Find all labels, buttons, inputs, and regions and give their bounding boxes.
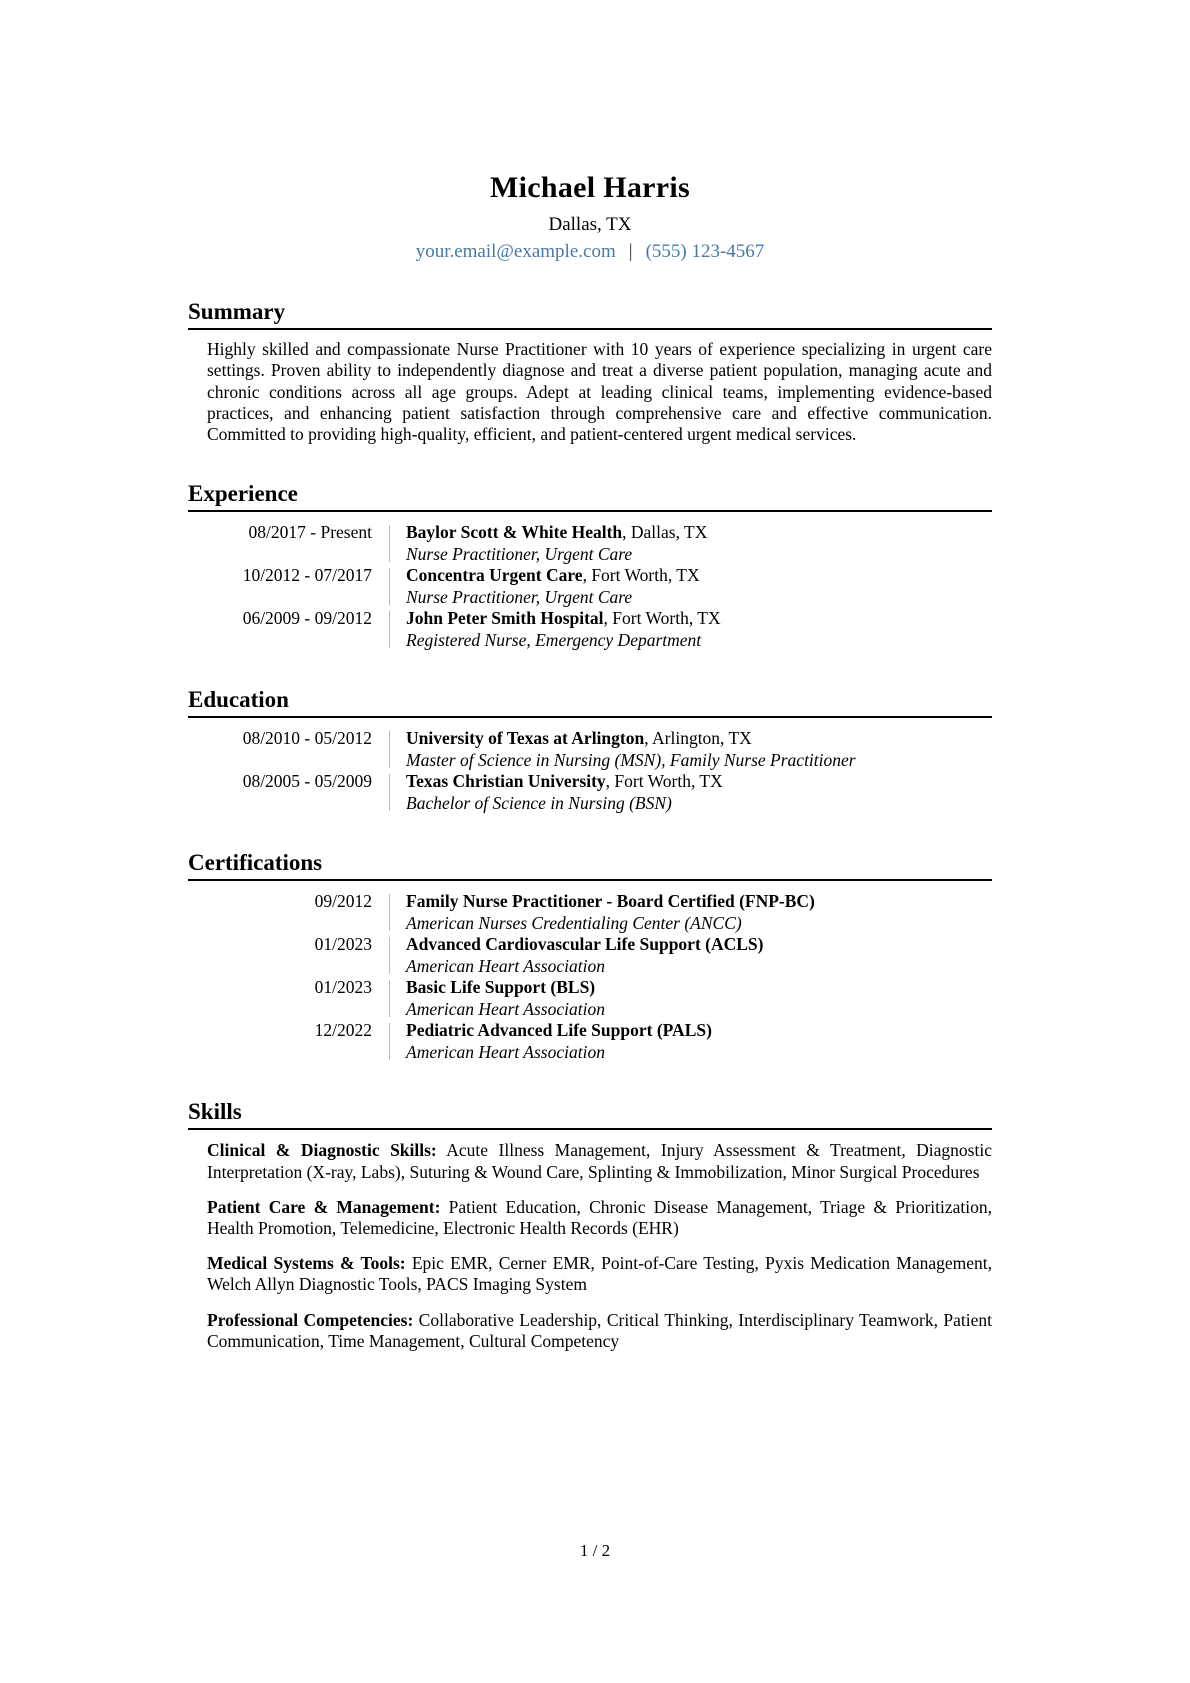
entry-dates: 10/2012 - 07/2017 [242, 565, 372, 586]
entry-divider [389, 731, 390, 768]
skill-category [188, 1197, 992, 1239]
entry-divider [389, 525, 390, 562]
entry-role: Nurse Practitioner, Urgent Care [406, 543, 633, 564]
entry-degree: Master of Science in Nursing (MSN), Family Nurse Practitioner [406, 749, 856, 770]
skill-category [188, 1253, 992, 1295]
candidate-name: Michael Harris [490, 171, 690, 204]
entry-location: , Dallas, TX [622, 522, 708, 543]
certification-name: Basic Life Support (BLS) [406, 977, 596, 998]
contact-separator: | [628, 241, 633, 263]
certification-name: Pediatric Advanced Life Support (PALS) [406, 1020, 712, 1041]
contact-line [188, 242, 992, 263]
education-title: Education [188, 687, 992, 718]
entry-headline [406, 977, 992, 999]
entry-dates: 09/2012 [314, 891, 372, 912]
skills-list [188, 1140, 992, 1352]
entry-location: , Fort Worth, TX [605, 771, 723, 792]
skill-category-text: Epic EMR, Cerner EMR, Point-of-Care Testing, Pyxis Medication Management, Welch Allyn Diagnostic Tools, PACS Imaging System [207, 1253, 992, 1295]
entry-divider [389, 1023, 390, 1060]
education-entry [188, 771, 992, 814]
entry-headline [406, 1020, 992, 1042]
certification-issuer: American Nurses Credentialing Center (ANCC) [406, 912, 742, 933]
entry-location: , Fort Worth, TX [603, 608, 721, 629]
entry-detail [406, 891, 992, 934]
entry-institution: Texas Christian University [406, 771, 606, 792]
entry-organization: John Peter Smith Hospital [406, 608, 604, 629]
entry-organization: Baylor Scott & White Health [406, 522, 623, 543]
entry-headline [406, 728, 992, 750]
certification-issuer: American Heart Association [406, 955, 605, 976]
entry-dates: 08/2017 - Present [248, 522, 372, 543]
entry-divider [389, 611, 390, 648]
entry-degree: Bachelor of Science in Nursing (BSN) [406, 792, 672, 813]
summary-title: Summary [188, 299, 992, 330]
email-link[interactable]: your.email@example.com [415, 241, 616, 263]
section-summary [188, 299, 992, 445]
certification-issuer: American Heart Association [406, 998, 605, 1019]
summary-text: Highly skilled and compassionate Nurse Practitioner with 10 years of experience specializing in urgent care settings. Proven ability to independently diagnose and treat a diverse patient population, managing acute and chronic conditions across all age groups. Adept at leading clinical teams, implementing evidence-based practices, and enhancing patient satisfaction through comprehensive care and effective communication. Committed to providing high-quality, efficient, and patient-centered urgent medical services. [207, 339, 992, 445]
entry-dates: 01/2023 [314, 977, 372, 998]
experience-entries [188, 522, 992, 651]
skill-category-text: Patient Education, Chronic Disease Management, Triage & Prioritization, Health Promotion, Telemedicine, Electronic Health Records (EHR) [207, 1196, 992, 1238]
phone-link[interactable]: (555) 123-4567 [645, 241, 765, 263]
entry-detail [406, 565, 992, 608]
entry-detail [406, 977, 992, 1020]
skills-title: Skills [188, 1099, 992, 1130]
certification-entry [188, 977, 992, 1020]
certification-issuer: American Heart Association [406, 1041, 605, 1062]
experience-entry [188, 565, 992, 608]
certifications-title: Certifications [188, 850, 992, 881]
experience-entry [188, 608, 992, 651]
entry-detail [406, 934, 992, 977]
entry-headline [406, 608, 992, 630]
skill-category-label: Clinical & Diagnostic Skills: [207, 1140, 437, 1161]
entry-institution: University of Texas at Arlington [406, 728, 645, 749]
entry-detail [406, 728, 992, 771]
entry-organization: Concentra Urgent Care [406, 565, 583, 586]
candidate-location: Dallas, TX [548, 213, 632, 235]
entry-divider [389, 774, 390, 811]
certification-entry [188, 934, 992, 977]
entry-role: Registered Nurse, Emergency Department [406, 629, 702, 650]
entry-divider [389, 937, 390, 974]
certification-name: Advanced Cardiovascular Life Support (ACLS) [406, 934, 764, 955]
skill-category [188, 1310, 992, 1352]
skill-category [188, 1140, 992, 1182]
section-skills [188, 1099, 992, 1352]
skill-category-label: Medical Systems & Tools: [207, 1253, 406, 1274]
experience-title: Experience [188, 481, 992, 512]
entry-dates: 08/2010 - 05/2012 [242, 728, 372, 749]
section-experience [188, 481, 992, 651]
entry-headline [406, 565, 992, 587]
skill-category-text: Collaborative Leadership, Critical Thinking, Interdisciplinary Teamwork, Patient Communication, Time Management, Cultural Competency [207, 1309, 992, 1351]
education-entries [188, 728, 992, 814]
education-entry [188, 728, 992, 771]
section-certifications [188, 850, 992, 1063]
skill-category-label: Patient Care & Management: [207, 1196, 441, 1217]
entry-headline [406, 891, 992, 913]
entry-detail [406, 1020, 992, 1063]
entry-detail [406, 522, 992, 565]
certification-entries [188, 891, 992, 1063]
section-education [188, 687, 992, 814]
entry-detail [406, 771, 992, 814]
entry-headline [406, 771, 992, 793]
entry-dates: 12/2022 [314, 1020, 372, 1041]
resume-content [188, 0, 992, 1352]
entry-divider [389, 894, 390, 931]
certification-entry [188, 1020, 992, 1063]
entry-headline [406, 934, 992, 956]
skill-category-label: Professional Competencies: [207, 1309, 414, 1330]
entry-role: Nurse Practitioner, Urgent Care [406, 586, 633, 607]
experience-entry [188, 522, 992, 565]
certification-name: Family Nurse Practitioner - Board Certified (FNP-BC) [406, 891, 815, 912]
entry-headline [406, 522, 992, 544]
entry-dates: 06/2009 - 09/2012 [242, 608, 372, 629]
entry-location: , Arlington, TX [644, 728, 752, 749]
entry-dates: 08/2005 - 05/2009 [242, 771, 372, 792]
entry-divider [389, 568, 390, 605]
entry-divider [389, 980, 390, 1017]
entry-location: , Fort Worth, TX [582, 565, 700, 586]
certification-entry [188, 891, 992, 934]
resume-header [188, 0, 992, 263]
entry-dates: 01/2023 [314, 934, 372, 955]
skill-category-text: Acute Illness Management, Injury Assessment & Treatment, Diagnostic Interpretation (X-ray, Labs), Suturing & Wound Care, Splinting & Immobilization, Minor Surgical Procedures [207, 1140, 992, 1182]
page-number: 1 / 2 [579, 1541, 611, 1560]
entry-detail [406, 608, 992, 651]
